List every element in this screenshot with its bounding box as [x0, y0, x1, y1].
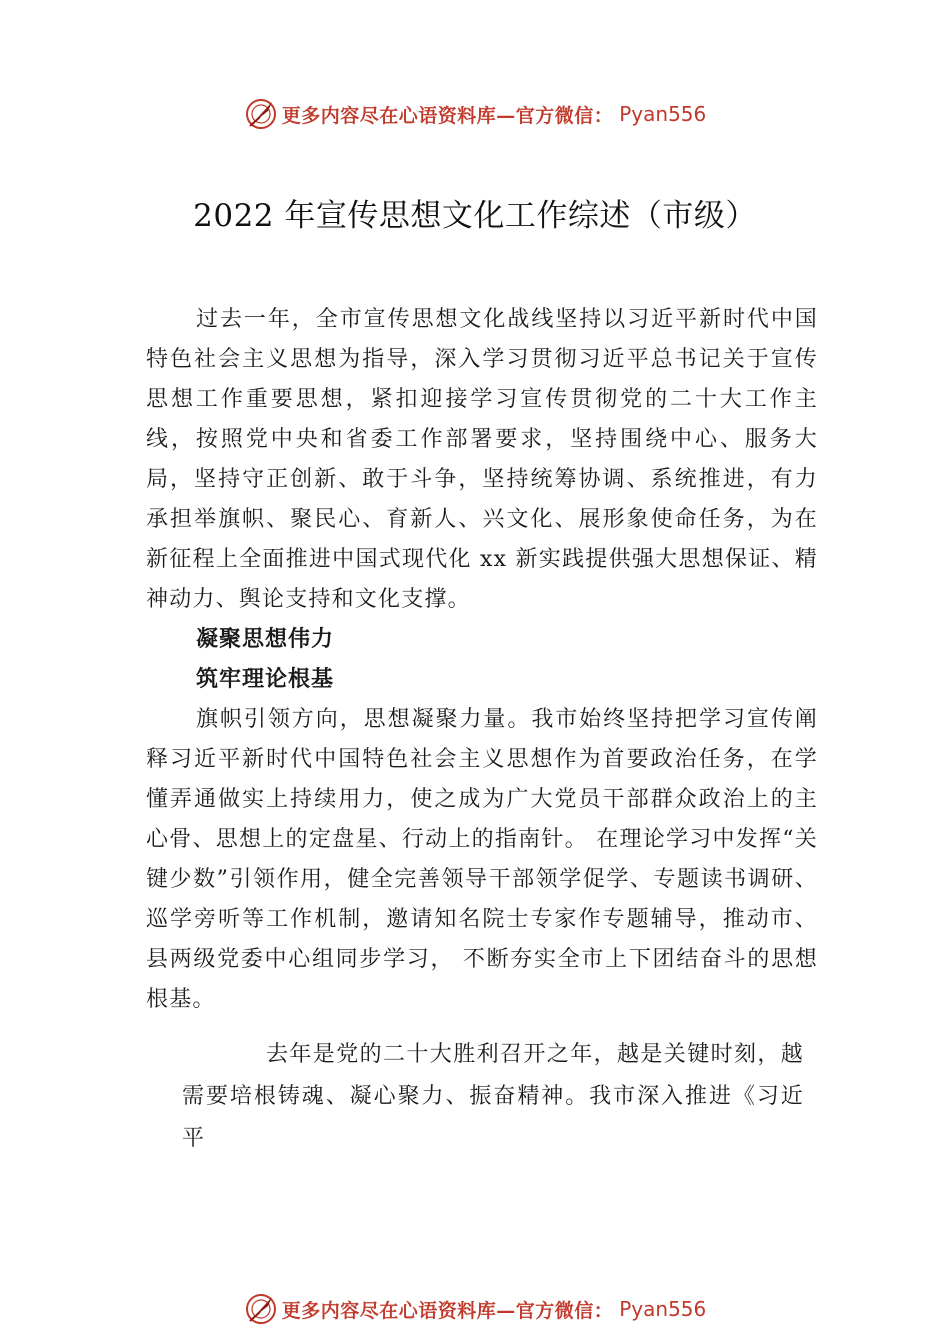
banner-text: 更多内容尽在心语资料库—官方微信： [281, 1299, 614, 1322]
banner-wechat-handle: Pyan556 [619, 102, 707, 126]
quill-pen-logo-icon [244, 1292, 278, 1326]
banner-text: 更多内容尽在心语资料库—官方微信： [281, 104, 614, 127]
header-banner [0, 92, 950, 136]
section-heading-2: 筑牢理论根基 [196, 667, 335, 692]
banner-wechat-handle: Pyan556 [619, 1297, 707, 1321]
footer-banner [0, 1287, 950, 1331]
document-title: 2022 年宣传思想文化工作综述（市级） [193, 198, 757, 234]
body-paragraph-1: 旗帜引领方向，思想凝聚力量。我市始终坚持把学习宣传阐释习近平新时代中国特色社会主义思想作为首要政治任务，在学懂弄通做实上持续用力，使之成为广大党员干部群众政治上的主心骨、思想上的定盘星、行动上的指南针。 在理论学习中发挥“关键少数”引领作用，健全完善领导干部领学促学、专题读书调研、巡学旁听等工作机制，邀请知名院士专家作专题辅导，推动市、县两级党委中心组同步学习， 不断夯实全市上下团结奋斗的思想根基。 [146, 707, 818, 1012]
intro-paragraph: 过去一年，全市宣传思想文化战线坚持以习近平新时代中国特色社会主义思想为指导，深入学习贯彻习近平总书记关于宣传思想工作重要思想，紧扣迎接学习宣传贯彻党的二十大工作主线，按照党中央和省委工作部署要求，坚持围绕中心、服务大局，坚持守正创新、敢于斗争，坚持统筹协调、系统推进，有力承担举旗帜、聚民心、育新人、兴文化、展形象使命任务，为在新征程上全面推进中国式现代化 xx 新实践提供强大思想保证、精神动力、舆论支持和文化支撑。 [146, 307, 818, 612]
section-heading-1: 凝聚思想伟力 [196, 627, 335, 652]
body-paragraph-2: 去年是党的二十大胜利召开之年，越是关键时刻，越需要培根铸魂、凝心聚力、振奋精神。我市深入推进《习近平 [182, 1042, 804, 1151]
document-body [146, 300, 818, 1160]
quill-pen-logo-icon [244, 97, 278, 131]
